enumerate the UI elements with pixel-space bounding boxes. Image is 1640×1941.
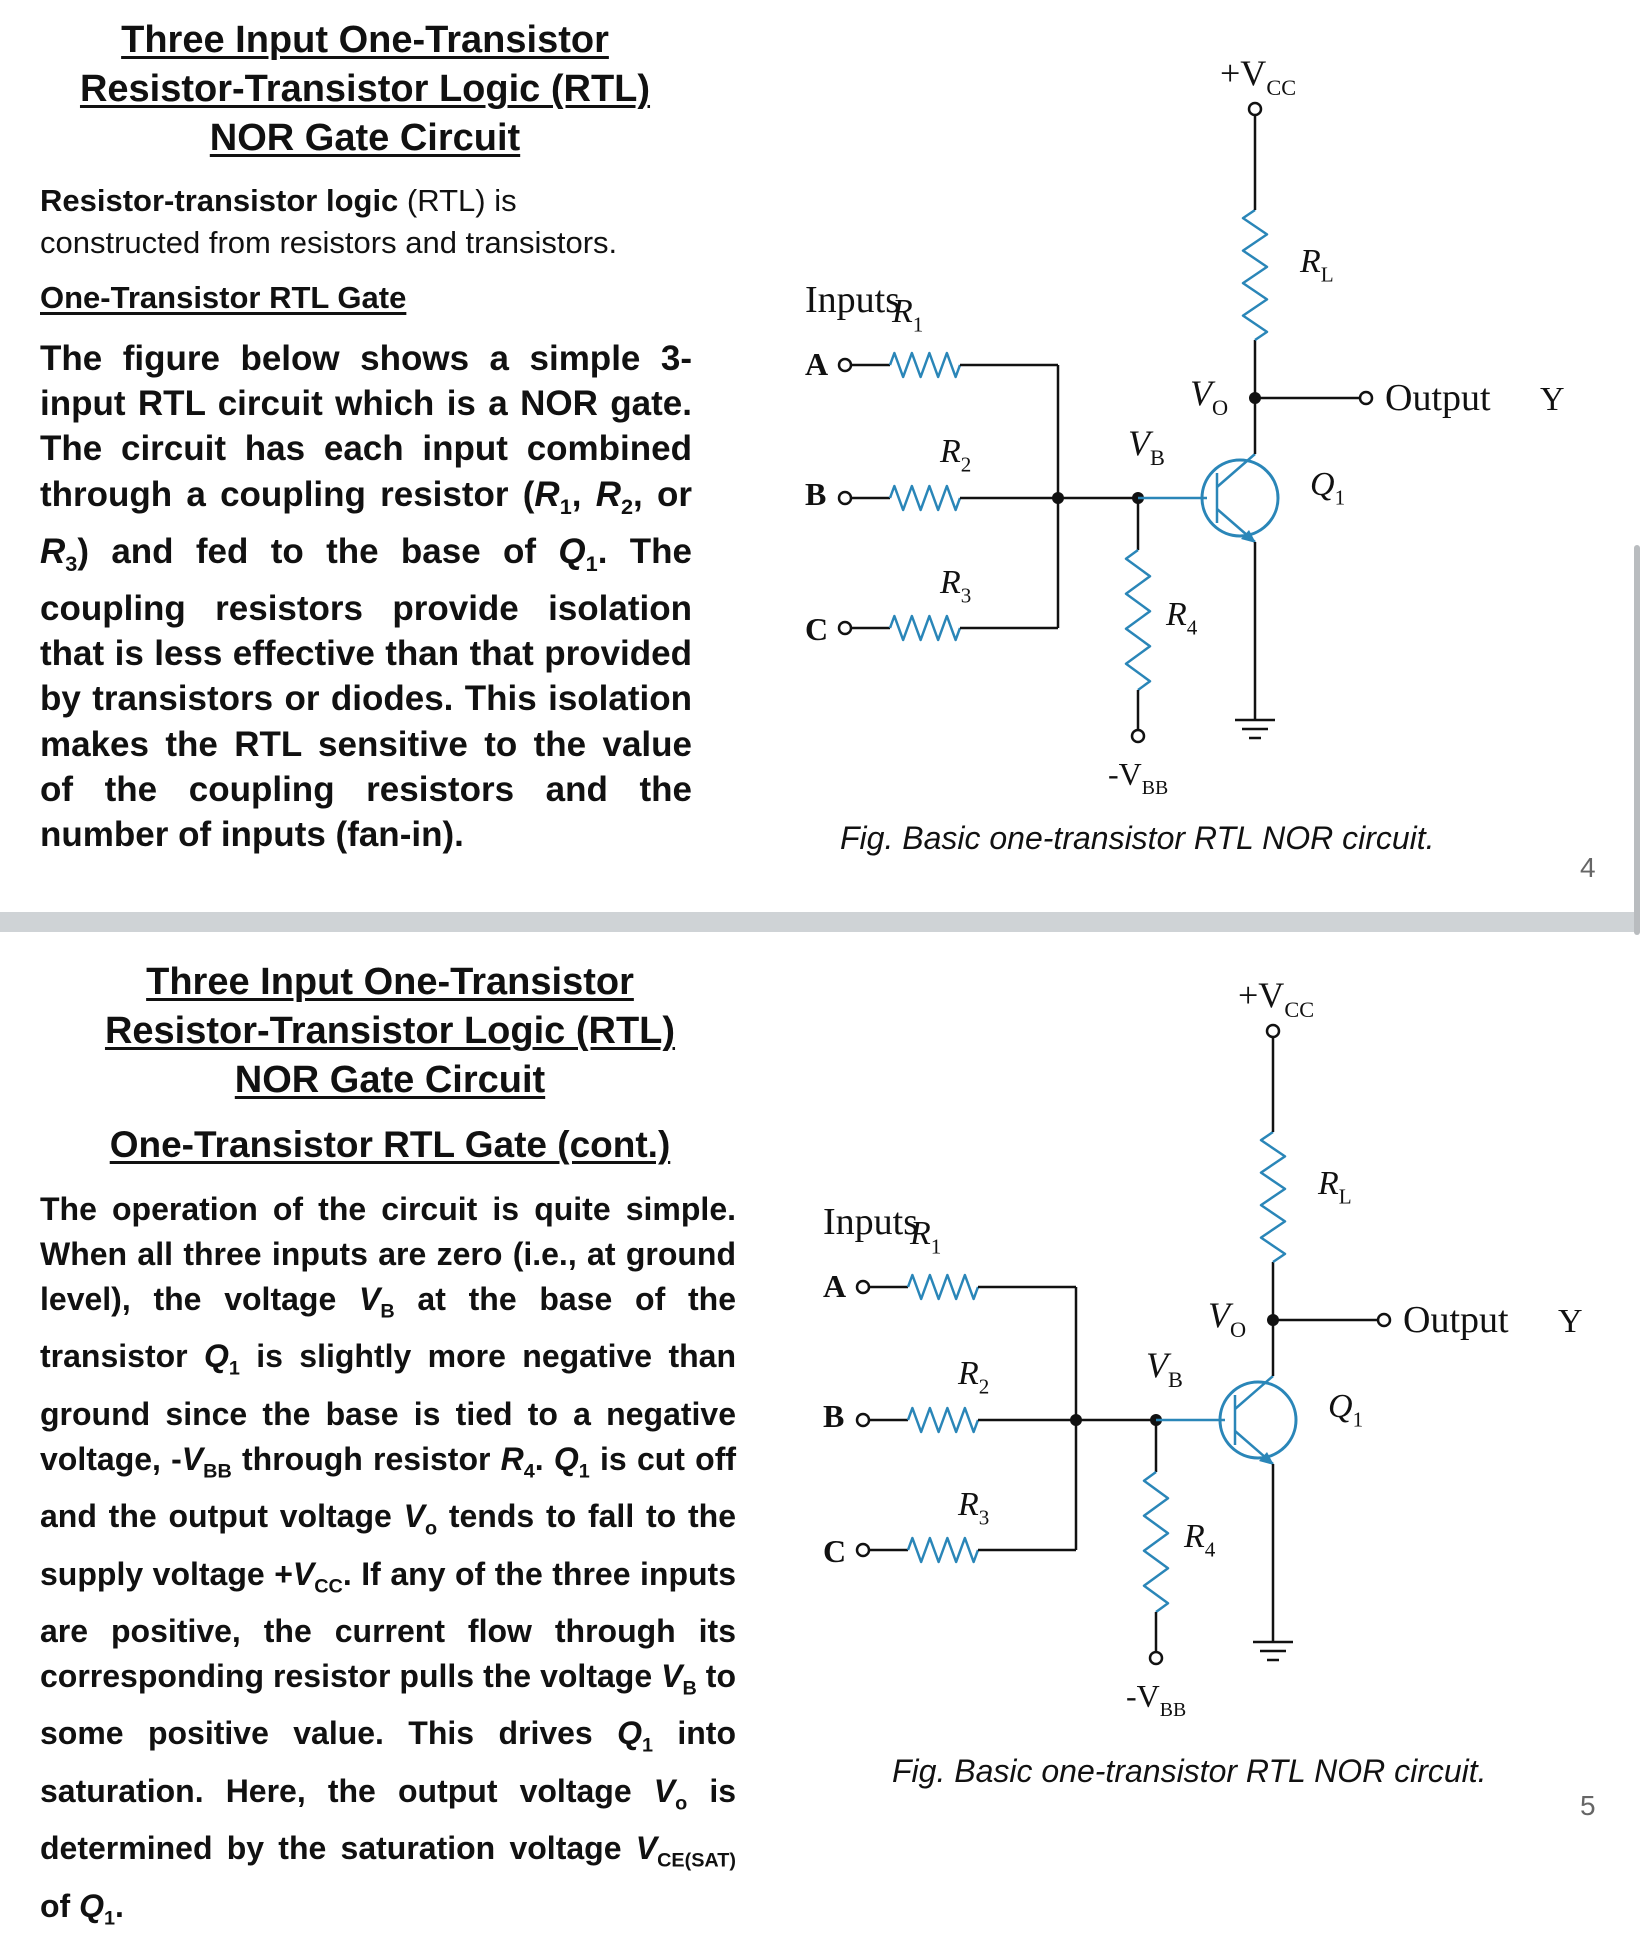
inputs-label: Inputs — [805, 279, 900, 321]
slide-divider — [0, 912, 1640, 932]
variable: V — [292, 1555, 315, 1592]
r4-resistor — [1126, 550, 1150, 690]
rtl-nor-circuit-diagram — [808, 962, 1608, 1722]
input-c-label: C — [805, 611, 829, 647]
variable: R — [40, 531, 66, 571]
input-c-terminal — [839, 622, 851, 634]
r2-resistor — [890, 486, 960, 510]
variable: R — [500, 1440, 524, 1477]
page-number: 5 — [1580, 1790, 1596, 1821]
subscript: o — [424, 1517, 438, 1540]
r1-label: $R_1$ — [910, 1215, 942, 1259]
output-terminal — [1360, 392, 1372, 404]
rl-label: $R_L$ — [1318, 1165, 1352, 1209]
variable: V — [181, 1440, 204, 1477]
subscript: 1 — [585, 550, 598, 576]
input-c-label: C — [823, 1533, 847, 1569]
section-subheading: One-Transistor RTL Gate — [40, 280, 407, 315]
scrollbar[interactable] — [1634, 545, 1640, 935]
input-a-label: A — [805, 346, 829, 382]
rl-label: $R_L$ — [1300, 243, 1334, 287]
r4-label: $R_4$ — [1184, 1518, 1216, 1562]
variable: Q — [203, 1338, 229, 1375]
slide-title: Three Input One-Transistor Resistor-Transistor Logic (RTL) NOR Gate Circuit — [79, 19, 651, 159]
subscript: B — [380, 1300, 395, 1323]
rtl-nor-circuit-diagram — [790, 40, 1590, 800]
output-terminal — [1378, 1314, 1390, 1326]
variable: R — [595, 474, 621, 514]
slide-5 — [0, 932, 1640, 1929]
r1-label: $R_1$ — [892, 293, 924, 337]
variable: Q — [79, 1887, 104, 1924]
vcc-terminal — [1249, 103, 1261, 115]
variable: Q — [553, 1440, 579, 1477]
input-a-terminal — [857, 1281, 869, 1293]
subscript: 1 — [641, 1734, 654, 1757]
section-subheading: One-Transistor RTL Gate (cont.) — [109, 1124, 671, 1165]
subscript: CE(SAT) — [657, 1849, 736, 1872]
input-b-label: B — [823, 1398, 845, 1434]
vo-label: $V_O$ — [1190, 373, 1229, 421]
rl-resistor — [1243, 210, 1267, 340]
rl-resistor — [1261, 1132, 1285, 1262]
inputs-label: Inputs — [823, 1201, 918, 1243]
subscript: BB — [203, 1460, 232, 1483]
subscript: 1 — [559, 493, 572, 519]
vb-label: $V_B$ — [1128, 423, 1165, 471]
q1-label: $Q_1$ — [1310, 466, 1346, 510]
variable: V — [359, 1281, 381, 1317]
transistor-q1 — [1220, 1382, 1296, 1458]
output-y-label: Y — [1558, 1303, 1583, 1340]
input-b-terminal — [857, 1414, 869, 1426]
vbb-terminal — [1150, 1652, 1162, 1664]
variable: Q — [617, 1715, 642, 1752]
vcc-label: $+V_{CC}$ — [1220, 53, 1297, 101]
r3-resistor — [908, 1538, 978, 1562]
r2-label: $R_2$ — [940, 433, 972, 477]
variable: V — [661, 1657, 683, 1694]
input-b-terminal — [839, 492, 851, 504]
input-c-terminal — [857, 1544, 869, 1556]
vo-label: $V_O$ — [1208, 1295, 1247, 1343]
vbb-label: $-V_{BB}$ — [1126, 1678, 1187, 1721]
output-label: Output — [1385, 377, 1491, 419]
page-number: 4 — [1580, 852, 1596, 883]
slide-4 — [0, 0, 1640, 912]
output-y-label: Y — [1540, 381, 1565, 418]
transistor-q1 — [1202, 460, 1278, 536]
input-a-terminal — [839, 359, 851, 371]
body-paragraph: The operation of the circuit is quite simple. When all three inputs are zero (i.e., at ground level), the voltage $V_B$ at the base of the transistor $Q_1$ is slightly more negative than ground since the base is tied to a negative voltage, $-V_{BB}$ through resistor $R_4$. $Q_1$ is cut off and the output voltage $V_o$ tends to fall to the supply voltage $+V_{CC}$. If any of the three inputs are positive, the current flow through its corresponding resistor pulls the voltage $V_B$ to some positive value. This drives $Q_1$ into saturation. Here, the output voltage $V_o$ is determined by the saturation voltage $V_{CE(SAT)}$ of $Q_1$. — [40, 1191, 737, 1929]
variable: V — [653, 1772, 676, 1809]
vbb-terminal — [1132, 730, 1144, 742]
r1-resistor — [890, 353, 960, 377]
variable: V — [403, 1498, 425, 1535]
subscript: 4 — [523, 1460, 535, 1483]
subscript: 3 — [65, 550, 78, 576]
subscript: 2 — [620, 493, 634, 519]
subscript: CC — [314, 1574, 343, 1597]
body-paragraph: The figure below shows a simple 3-input RTL circuit which is a NOR gate. The circuit has each input combined through a coupling resistor ($R_1$, $R_2$, or $R_3$) and fed to the base of $Q_1$. The coupling resistors provide isolation that is less effective than that provided by transistors or diodes. This isolation makes the RTL sensitive to the value of the coupling resistors and the number of inputs (fan-in). — [40, 339, 692, 855]
vcc-label: $+V_{CC}$ — [1238, 975, 1315, 1023]
input-b-label: B — [805, 476, 827, 512]
output-label: Output — [1403, 1299, 1509, 1341]
r4-resistor — [1144, 1472, 1168, 1612]
subscript: o — [675, 1792, 688, 1815]
r2-label: $R_2$ — [958, 1355, 990, 1399]
vcc-terminal — [1267, 1025, 1279, 1037]
input-a-label: A — [823, 1268, 847, 1304]
subscript: 1 — [578, 1460, 590, 1483]
variable: Q — [558, 531, 586, 571]
r3-label: $R_3$ — [958, 1486, 990, 1530]
intro-text: Resistor-transistor logic (RTL) is constructed from resistors and transistors. — [40, 183, 618, 260]
r1-resistor — [908, 1275, 978, 1299]
figure-caption: Fig. Basic one-transistor RTL NOR circuit. — [840, 820, 1435, 856]
vbb-label: $-V_{BB}$ — [1108, 756, 1169, 799]
figure-caption: Fig. Basic one-transistor RTL NOR circuit. — [892, 1753, 1487, 1789]
r4-label: $R_4$ — [1166, 596, 1198, 640]
vb-label: $V_B$ — [1146, 1345, 1183, 1393]
subscript: B — [682, 1677, 697, 1700]
r2-resistor — [908, 1408, 978, 1432]
r3-label: $R_3$ — [940, 564, 972, 608]
subscript: 1 — [228, 1357, 240, 1380]
subscript: 1 — [103, 1906, 116, 1929]
slide-title: Three Input One-Transistor Resistor-Transistor Logic (RTL) NOR Gate Circuit — [104, 961, 676, 1101]
variable: R — [534, 474, 560, 514]
variable: V — [635, 1830, 658, 1867]
r3-resistor — [890, 616, 960, 640]
q1-label: $Q_1$ — [1328, 1388, 1364, 1432]
